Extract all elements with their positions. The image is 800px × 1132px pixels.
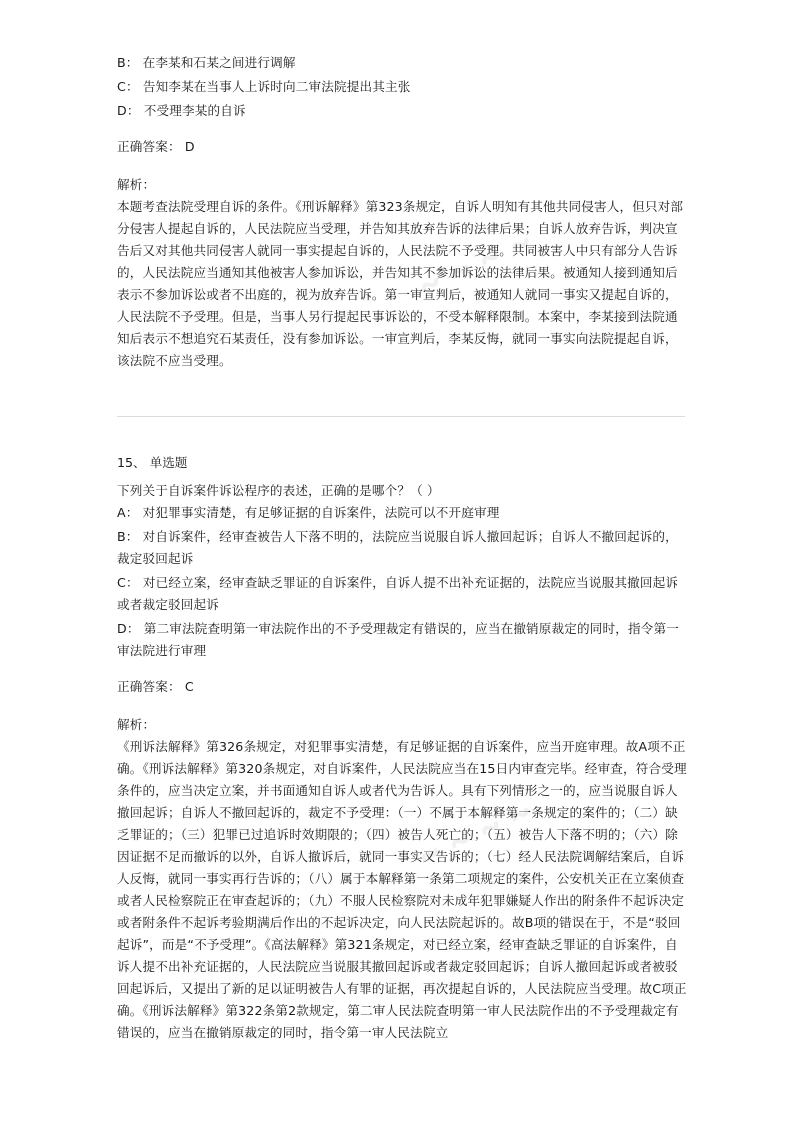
option-d: D： 第二审法院查明第一审法院作出的不予受理裁定有错误的，应当在撤销原裁定的同时，指令第一审法院进行审理 — [117, 621, 679, 658]
option-c: C： 对已经立案，经审查缺乏罪证的自诉案件，自诉人提不出补充证据的，法院应当说服其撤回起诉或者裁定驳回起诉 — [117, 575, 679, 612]
question-14-section — [117, 52, 687, 372]
explanation-label: 解析： — [117, 177, 156, 192]
watermark: ˜˜˜˜ — [412, 795, 560, 908]
correct-answer: 正确答案： C — [117, 679, 194, 694]
option-c: C： 告知李某在当事人上诉时向二审法院提出其主张 — [117, 79, 411, 94]
section-divider — [117, 416, 685, 417]
question-header: 15、 单选题 — [117, 455, 188, 470]
watermark: ˜˜˜˜ — [412, 225, 560, 338]
question-stem: 下列关于自诉案件诉讼程序的表述，正确的是哪个？（ ） — [117, 483, 440, 498]
option-b: B： 对自诉案件，经审查被告人下落不明的，法院应当说服自诉人撤回起诉；自诉人不撤回起诉的，裁定驳回起诉 — [117, 529, 678, 566]
correct-answer: 正确答案： D — [117, 139, 195, 154]
option-d: D： 不受理李某的自诉 — [117, 103, 246, 118]
explanation-label: 解析： — [117, 717, 156, 732]
explanation-text: 本题考查法院受理自诉的条件。《刑诉解释》第323条规定，自诉人明知有其他共同侵害人，但只对部分侵害人提起自诉的，人民法院应当受理，并告知其放弃告诉的法律后果；自诉人放弃告诉，判决宣告后又对其他共同侵害人就同一事实提起自诉的，人民法院不予受理。共同被害人中只有部分人告诉的，人民法院应当通知其他被害人参加诉讼，并告知其不参加诉讼的法律后果。被通知人接到通知后表示不参加诉讼或者不出庭的，视为放弃告诉。第一审宣判后，被通知人就同一事实又提起自诉的，人民法院不予受理。但是，当事人另行提起民事诉讼的，不受本解释限制。本案中，李某接到法院通知后表示不想追究石某责任，没有参加诉讼。一审宣判后，李某反悔，就同一事实向法院提起自诉，该法院不应当受理。 — [117, 199, 684, 368]
option-a: A： 对犯罪事实清楚，有足够证据的自诉案件，法院可以不开庭审理 — [117, 505, 500, 520]
question-15-section — [117, 452, 687, 1044]
option-b: B： 在李某和石某之间进行调解 — [117, 55, 296, 70]
explanation-text: 《刑诉法解释》第326条规定，对犯罪事实清楚，有足够证据的自诉案件，应当开庭审理。故A项不正确。《刑诉法解释》第320条规定，对自诉案件，人民法院应当在15日内审查完毕。经审查，符合受理条件的，应当决定立案，并书面通知自诉人或者代为告诉人。具有下列情形之一的，应当说服自诉人撤回起诉；自诉人不撤回起诉的，裁定不予受理：（一）不属于本解释第一条规定的案件的；（二）缺乏罪证的；（三）犯罪已过追诉时效期限的；（四）被告人死亡的；（五）被告人下落不明的；（六）除因证据不足而撤诉的以外，自诉人撤诉后，就同一事实又告诉的；（七）经人民法院调解结案后，自诉人反悔，就同一事实再行告诉的；（八）属于本解释第一条第二项规定的案件，公安机关正在立案侦查或者人民检察院正在审查起诉的；（九）不服人民检察院对未成年犯罪嫌疑人作出的附条件不起诉决定或者附条件不起诉考验期满后作出的不起诉决定，向人民法院起诉的。故B项的错误在于，不是“驳回起诉”，而是“不予受理”。《高法解释》第321条规定，对已经立案，经审查缺乏罪证的自诉案件，自诉人提不出补充证据的，人民法院应当说服其撤回起诉或者裁定驳回起诉；自诉人撤回起诉或者被驳回起诉后，又提出了新的足以证明被告人有罪的证据，再次提起自诉的，人民法院应当受理。故C项正确。《刑诉法解释》第322条第2款规定，第二审人民法院查明第一审人民法院作出的不予受理裁定有错误的，应当在撤销原裁定的同时，指令第一审人民法院立 — [117, 739, 687, 1040]
